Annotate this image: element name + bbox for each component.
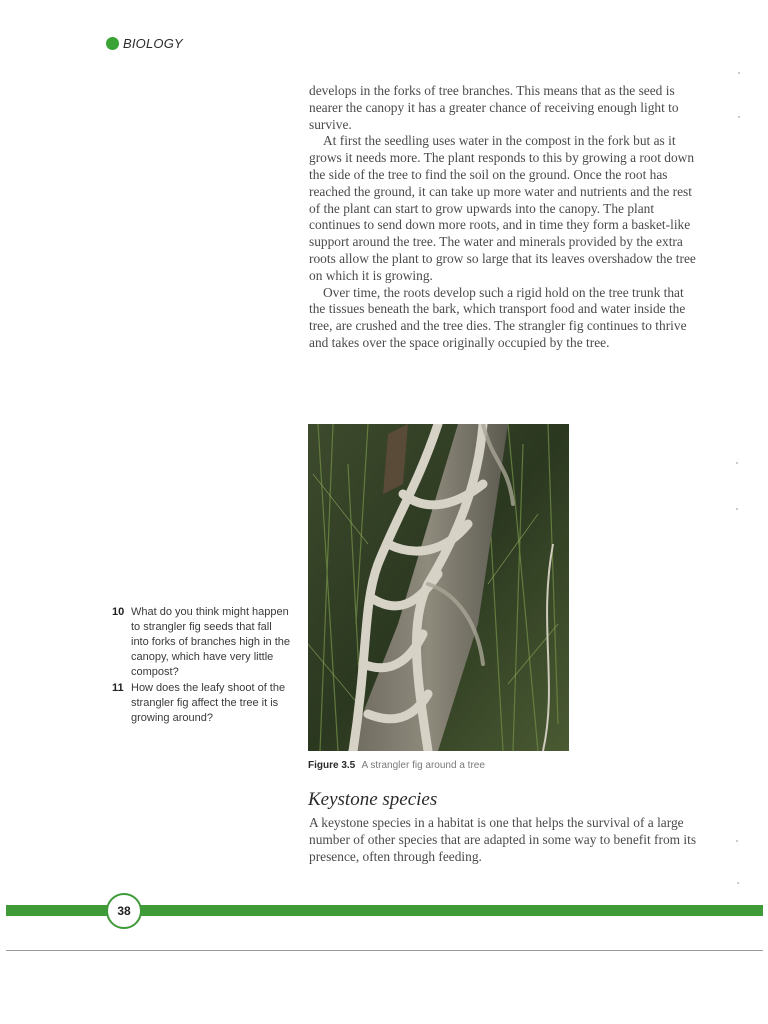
paragraph: At first the seedling uses water in the compost in the fork but as it grows it needs more. The plant responds to this by growing a root down the side of the tree to find the soil on the ground. Once the root has reached the ground, it can take up more water and nutrients and the rest of the plant can start to grow upwards into the canopy. The plant continues to send down more roots, and in time they form a basket-like support around the tree. The water and minerals provided by the extra roots allow the plant to grow so large that its leaves overshadow the tree on which it is growing. [309,133,696,283]
keystone-paragraph: A keystone species in a habitat is one that helps the survival of a large number of other species that are adapted in some way to benefit from its presence, often through feeding. [309,815,697,864]
scan-speck [736,840,738,842]
section-heading: Keystone species [308,789,438,810]
question-item [112,605,292,680]
question-number: 11 [112,682,124,694]
question-item [112,681,292,726]
main-body-text [309,83,697,352]
paragraph: Over time, the roots develop such a rigid hold on the tree trunk that the tissues beneath the bark, which transport food and water inside the tree, are crushed and the tree dies. The strangler fig continues to thrive and takes over the space originally occupied by the tree. [309,284,687,350]
question-text: What do you think might happen to strangler fig seeds that fall into forks of branches high in the canopy, which have very little compost? [131,606,290,678]
figure-caption-text: A strangler fig around a tree [361,760,485,771]
paragraph: develops in the forks of tree branches. This means that as the seed is nearer the canopy it has a greater chance of receiving enough light to survive. [309,83,679,132]
strangler-fig-photo [308,424,569,751]
question-text: How does the leafy shoot of the strangler fig affect the tree it is growing around? [131,682,286,724]
page-header [106,36,183,51]
figure-label: Figure 3.5 [308,760,356,771]
margin-questions [112,605,292,727]
subject-label: BIOLOGY [123,36,183,51]
scan-speck [738,116,740,118]
scan-speck [738,72,740,74]
scan-speck [736,508,738,510]
scan-speck [736,462,738,464]
green-dot-icon [106,37,119,50]
question-number: 10 [112,606,125,618]
bottom-divider [6,950,763,951]
figure-caption [308,760,485,771]
page-number: 38 [106,893,142,929]
scan-speck [737,882,739,884]
